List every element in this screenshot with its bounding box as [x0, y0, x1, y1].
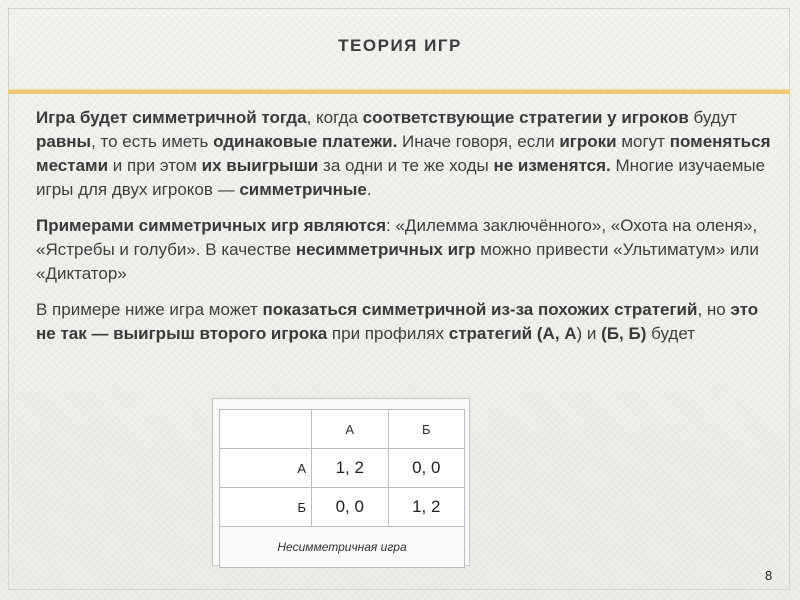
text-bold: показаться симметричной из-за похожих стратегий	[262, 300, 698, 319]
table-caption-row	[220, 527, 465, 568]
text: будут	[688, 108, 738, 127]
text-bold: симметричные	[239, 180, 367, 199]
payoff-table-image	[212, 398, 470, 566]
text: , но	[697, 300, 731, 319]
text: , то есть иметь	[91, 132, 214, 151]
table-caption: Несимметричная игра	[220, 527, 465, 568]
text-bold: соответствующие стратегии у игроков	[362, 108, 689, 127]
text: : «Дилемма заключённого», «Охота на оленя», «Ястребы и голуби». В качестве	[36, 216, 758, 259]
text: ) и	[576, 324, 602, 343]
title-divider	[8, 89, 790, 94]
slide-body	[36, 106, 776, 358]
paragraph-examples	[36, 214, 776, 286]
payoff-table	[219, 409, 465, 568]
slide-title: ТЕОРИЯ ИГР	[338, 36, 462, 55]
text-bold: (Б, Б)	[601, 324, 647, 343]
paragraph-definition	[36, 106, 776, 202]
text-bold: это не так — выигрыш второго игрока	[36, 300, 759, 343]
text: , когда	[306, 108, 363, 127]
text-bold: Примерами симметричных игр являются	[36, 216, 387, 235]
text: будет	[646, 324, 695, 343]
text: могут	[616, 132, 670, 151]
text: и при этом	[108, 156, 202, 175]
text-bold: несимметричных игр	[295, 240, 476, 259]
payoff-cell: 0, 0	[312, 488, 389, 527]
text-bold: стратегий	[448, 324, 533, 343]
payoff-cell: 1, 2	[388, 488, 465, 527]
page-number: 8	[765, 568, 773, 583]
table-header-row	[220, 410, 465, 449]
payoff-cell: 0, 0	[388, 449, 465, 488]
text: за одни и те же ходы	[318, 156, 494, 175]
text-bold: (А, А	[536, 324, 577, 343]
text-bold: одинаковые платежи.	[213, 132, 398, 151]
text-bold: поменяться местами	[36, 132, 771, 175]
table-row	[220, 449, 465, 488]
row-header-b: Б	[220, 488, 312, 527]
text: .	[366, 180, 372, 199]
payoff-cell: 1, 2	[312, 449, 389, 488]
table-row	[220, 488, 465, 527]
column-header-b: Б	[388, 410, 465, 449]
text-bold: не изменятся.	[493, 156, 611, 175]
text-bold: игроки	[559, 132, 617, 151]
table-corner-cell	[220, 410, 312, 449]
text: Многие изучаемые игры для двух игроков —	[36, 156, 766, 199]
text-bold: Игра будет симметричной тогда	[36, 108, 307, 127]
column-header-a: А	[312, 410, 389, 449]
text: В примере ниже игра может	[36, 300, 263, 319]
text-bold: их выигрыши	[201, 156, 319, 175]
text: Иначе говоря, если	[397, 132, 560, 151]
row-header-a: А	[220, 449, 312, 488]
text: при профилях	[327, 324, 449, 343]
text: можно привести «Ультиматум» или «Диктатор»	[36, 240, 759, 283]
text-bold: равны	[36, 132, 92, 151]
paragraph-table-intro	[36, 298, 776, 346]
